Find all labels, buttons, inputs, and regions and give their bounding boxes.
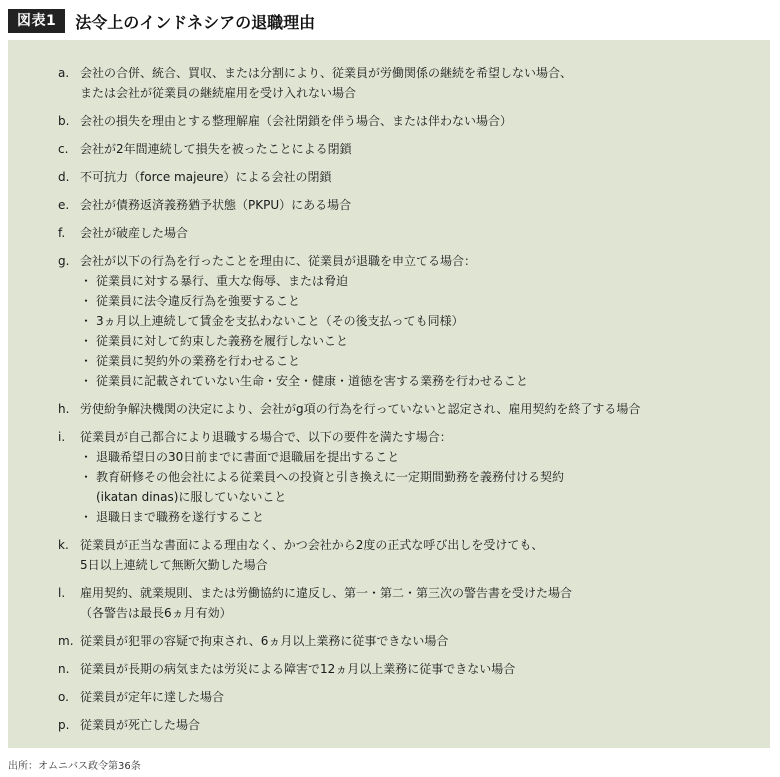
reason-text: 不可抗力（force majeure）による会社の閉鎖: [80, 170, 332, 184]
content-panel: [8, 40, 770, 748]
sub-bullet-text: 退職希望日の30日前までに書面で退職届を提出すること: [96, 450, 400, 464]
reason-marker: p.: [58, 718, 70, 732]
reason-content: [80, 583, 758, 623]
bullet-icon: ・: [80, 334, 93, 348]
reason-text: 会社が以下の行為を行ったことを理由に、従業員が退職を申立てる場合：: [80, 254, 477, 268]
reason-text: 従業員が犯罪の容疑で拘束され、6ヵ月以上業務に従事できない場合: [80, 634, 449, 648]
reason-item: [58, 399, 758, 419]
sub-bullet-list: [80, 271, 758, 391]
sub-bullet-item: [80, 351, 758, 371]
reason-content: [80, 427, 758, 527]
reason-item: [58, 583, 758, 623]
sub-bullet-text: 従業員に記載されていない生命・安全・健康・道徳を害する業務を行わせること: [96, 374, 529, 388]
reason-item: [58, 167, 758, 187]
figure-title: 法令上のインドネシアの退職理由: [75, 12, 316, 32]
bullet-icon: ・: [80, 450, 93, 464]
sub-bullet-text: 従業員に契約外の業務を行わせること: [96, 354, 301, 368]
reason-item: [58, 195, 758, 215]
reason-item: [58, 63, 758, 103]
reason-text: 会社が2年間連続して損失を被ったことによる閉鎖: [80, 142, 352, 156]
reason-item: [58, 535, 758, 575]
reason-text: 会社の合併、統合、買収、または分割により、従業員が労働関係の継続を希望しない場合、: [80, 66, 573, 80]
reason-text: 従業員が死亡した場合: [80, 718, 201, 732]
sub-bullet-item: [80, 311, 758, 331]
reason-marker: l.: [58, 586, 66, 600]
figure-label: 図表1: [8, 9, 65, 33]
reason-item: [58, 251, 758, 391]
reason-item: [58, 139, 758, 159]
reason-marker: c.: [58, 142, 69, 156]
sub-bullet-list: [80, 447, 758, 527]
sub-bullet-text: 従業員に対して約束した義務を履行しないこと: [96, 334, 349, 348]
reason-content: [80, 399, 758, 419]
reason-text: 雇用契約、就業規則、または労働協約に違反し、第一・第二・第三次の警告書を受けた場合: [80, 586, 573, 600]
reason-item: [58, 715, 758, 735]
reason-marker: d.: [58, 170, 70, 184]
sub-bullet-item: [80, 447, 758, 467]
reason-content: [80, 687, 758, 707]
reason-text: 従業員が定年に達した場合: [80, 690, 225, 704]
reason-marker: f.: [58, 226, 66, 240]
reason-text: 会社が債務返済義務猶予状態（PKPU）にある場合: [80, 198, 352, 212]
source-note: 出所：オムニバス政令第36条: [8, 761, 141, 772]
sub-bullet-item: [80, 467, 758, 487]
bullet-icon: ・: [80, 354, 93, 368]
reason-content: [80, 715, 758, 735]
reason-marker: h.: [58, 402, 70, 416]
bullet-icon: ・: [80, 470, 93, 484]
reason-content: [80, 139, 758, 159]
sub-bullet-item: [80, 507, 758, 527]
reason-item: [58, 111, 758, 131]
reason-content: [80, 631, 758, 651]
reason-item: [58, 223, 758, 243]
reason-content: [80, 223, 758, 243]
sub-bullet-text: 従業員に法令違反行為を強要すること: [96, 294, 301, 308]
reason-content: [80, 111, 758, 131]
sub-bullet-text: 従業員に対する暴行、重大な侮辱、または脅迫: [96, 274, 349, 288]
reason-item: [58, 687, 758, 707]
reason-text: 会社の損失を理由とする整理解雇（会社閉鎖を伴う場合、または伴わない場合）: [80, 114, 513, 128]
reason-text: （各警告は最長6ヵ月有効）: [80, 606, 232, 620]
bullet-icon: ・: [80, 374, 93, 388]
reason-content: [80, 535, 758, 575]
sub-bullet-text: (ikatan dinas)に服していないこと: [96, 490, 287, 504]
bullet-icon: ・: [80, 314, 93, 328]
reason-text: 従業員が自己都合により退職する場合で、以下の要件を満たす場合：: [80, 430, 452, 444]
reason-content: [80, 659, 758, 679]
reason-marker: e.: [58, 198, 70, 212]
reason-marker: b.: [58, 114, 70, 128]
sub-bullet-text: 退職日まで職務を遂行すること: [96, 510, 265, 524]
reason-text: 労使紛争解決機関の決定により、会社がg項の行為を行っていないと認定され、雇用契約を終了する場合: [80, 402, 641, 416]
bullet-icon: ・: [80, 274, 93, 288]
sub-bullet-text: 3ヵ月以上連続して賃金を支払わないこと（その後支払っても同様）: [96, 314, 464, 328]
sub-bullet-item: [80, 371, 758, 391]
reason-text: 従業員が正当な書面による理由なく、かつ会社から2度の正式な呼び出しを受けても、: [80, 538, 544, 552]
sub-bullet-item: [80, 291, 758, 311]
reason-item: [58, 427, 758, 527]
reason-item: [58, 659, 758, 679]
bullet-icon: ・: [80, 510, 93, 524]
sub-bullet-item: [80, 271, 758, 291]
figure-header: [8, 8, 315, 34]
reason-content: [80, 63, 758, 103]
sub-bullet-item: [80, 331, 758, 351]
reason-content: [80, 195, 758, 215]
reason-content: [80, 251, 758, 391]
reason-marker: o.: [58, 690, 69, 704]
reason-marker: m.: [58, 634, 74, 648]
reason-text: 会社が破産した場合: [80, 226, 189, 240]
reason-text: 従業員が長期の病気または労災による障害で12ヵ月以上業務に従事できない場合: [80, 662, 516, 676]
reason-text: 5日以上連続して無断欠勤した場合: [80, 558, 268, 572]
reason-marker: n.: [58, 662, 70, 676]
reason-marker: g.: [58, 254, 70, 268]
reason-marker: a.: [58, 66, 70, 80]
reason-marker: k.: [58, 538, 69, 552]
bullet-icon: ・: [80, 294, 93, 308]
reason-item: [58, 631, 758, 651]
reason-content: [80, 167, 758, 187]
reason-text: または会社が従業員の継続雇用を受け入れない場合: [80, 86, 357, 100]
reason-list: [58, 63, 758, 743]
reason-marker: i.: [58, 430, 66, 444]
sub-bullet-text: 教育研修その他会社による従業員への投資と引き換えに一定期間勤務を義務付ける契約: [96, 470, 565, 484]
